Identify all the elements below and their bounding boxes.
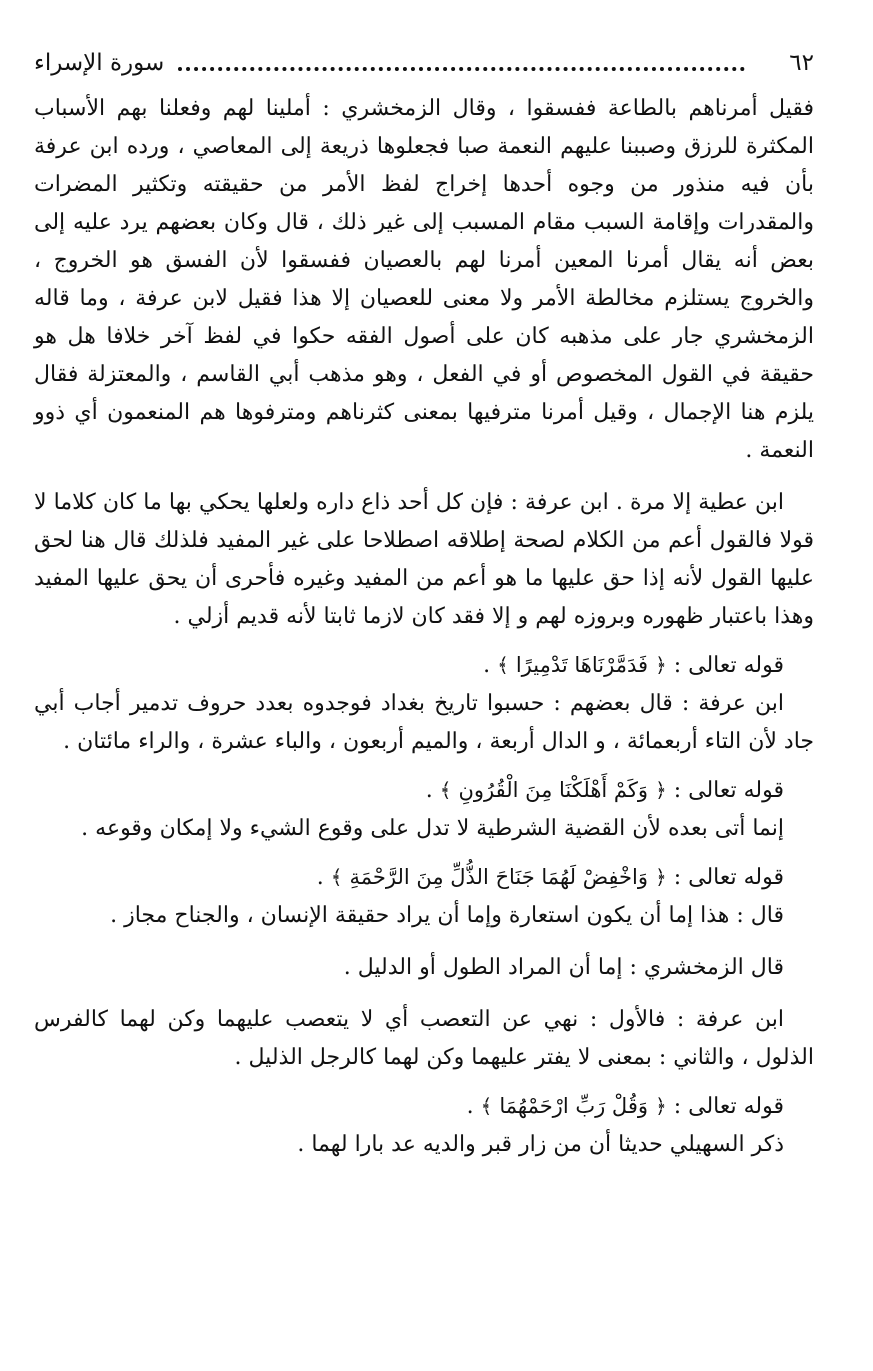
verse-end: . <box>316 865 324 890</box>
quran-bracket-close: ﴾ <box>330 865 343 889</box>
verse-intro: قوله تعالى : <box>673 653 784 678</box>
quran-bracket-open: ﴿ <box>655 778 667 802</box>
paragraph-4: إنما أتى بعده لأن القضية الشرطية لا تدل على وقوع الشيء ولا إمكان وقوعه . <box>81 816 784 841</box>
verse-line-3 <box>34 858 814 897</box>
verse-end: . <box>466 1094 474 1119</box>
paragraph-5: قال : هذا إما أن يكون استعارة وإما أن يراد حقيقة الإنسان ، والجناح مجاز . <box>110 903 784 928</box>
paragraph-3: ابن عرفة : قال بعضهم : حسبوا تاريخ بغداد فوجدوه بعدد حروف تدمير أجاب أبي جاد لأن التاء أربعمائة ، و الدال أربعة ، والميم أربعون ، والباء عشرة ، والراء مائتان . <box>34 691 814 754</box>
page-header <box>34 40 814 86</box>
verse-intro: قوله تعالى : <box>673 865 784 890</box>
quran-verse: فَدَمَّرْنَاهَا تَدْمِيرًا <box>515 653 649 677</box>
quran-bracket-open: ﴿ <box>655 653 667 677</box>
quran-verse: وَقُلْ رَبِّ ارْحَمْهُمَا <box>499 1094 649 1118</box>
paragraph-2: ابن عطية إلا مرة . ابن عرفة : فإن كل أحد ذاع داره ولعلها يحكي بها ما كان كلاما لا قولا فالقول أعم من الكلام لصحة إطلاقه اصطلاحا على غير المفيد فلذلك قال هنا لحق عليها القول لأنه إذا حق عليها ما هو أعم من المفيد وغيره فأحرى أن يحق عليها المفيد وهذا باعتبار ظهوره وبروزه لهم و إلا فقد كان لازما ثابتا لأنه قديم أزلي . <box>34 490 814 629</box>
quran-verse: وَاخْفِضْ لَهُمَا جَنَاحَ الذُّلِّ مِنَ الرَّحْمَةِ <box>349 865 649 889</box>
verse-intro: قوله تعالى : <box>673 778 784 803</box>
quran-bracket-open: ﴿ <box>655 1094 667 1118</box>
quran-bracket-close: ﴾ <box>497 653 509 677</box>
quran-bracket-close: ﴾ <box>439 778 452 802</box>
quran-verse: وَكَمْ أَهْلَكْنَا مِنَ الْقُرُونِ <box>458 778 649 802</box>
book-page <box>34 40 814 1164</box>
verse-line-2 <box>34 771 814 810</box>
verse-line-4 <box>34 1087 814 1126</box>
surah-title: سورة الإسراء <box>34 50 165 76</box>
page-number: ٦٢ <box>789 50 814 76</box>
verse-line-1 <box>34 646 814 685</box>
verse-end: . <box>425 778 433 803</box>
paragraph-7: ابن عرفة : فالأول : نهي عن التعصب أي لا يتعصب عليهما وكن لهما كالفرس الذلول ، والثاني : بمعنى لا يفتر عليهما وكن لهما كالرجل الذليل . <box>34 1007 814 1070</box>
quran-bracket-open: ﴿ <box>655 865 667 889</box>
paragraph-1: فقيل أمرناهم بالطاعة ففسقوا ، وقال الزمخشري : أملينا لهم وفعلنا بهم الأسباب المكثرة للرزق وصببنا عليهم النعمة صبا فجعلوها ذريعة إلى المعاصي ، ورده ابن عرفة بأن فيه منذور من وجوه أحدها إخراج لفظ الأمر من حقيقته وتكثير المضرات والمقدرات وإقامة السبب مقام المسبب إلى غير ذلك ، قال وكان بعضهم يرد عليه إلى بعض أنه يقال أمرنا المعين أمرنا لهم بالعصيان ففسقوا لأن الفسق هو الخروج ، والخروج يستلزم مخالطة الأمر ولا معنى للعصيان إلا هذا فقيل لابن عرفة ، وما قاله الزمخشري جار على مذهبه كان على أصول الفقه حكوا في لفظ آخر خلافا هل هو حقيقة في القول المخصوص أو في الفعل ، وهو مذهب أبي القاسم ، والمعتزلة فقال يلزم هنا الإجمال ، وقيل أمرنا مترفيها بمعنى كثرناهم ومترفوها هم المنعمون أي ذوو النعمة . <box>34 96 814 463</box>
verse-end: . <box>483 653 491 678</box>
verse-intro: قوله تعالى : <box>673 1094 784 1119</box>
header-dotted-rule <box>178 67 745 71</box>
paragraph-6: قال الزمخشري : إما أن المراد الطول أو الدليل . <box>343 955 784 980</box>
paragraph-8: ذكر السهيلي حديثا أن من زار قبر والديه عد بارا لهما . <box>297 1132 784 1157</box>
quran-bracket-close: ﴾ <box>480 1094 493 1118</box>
